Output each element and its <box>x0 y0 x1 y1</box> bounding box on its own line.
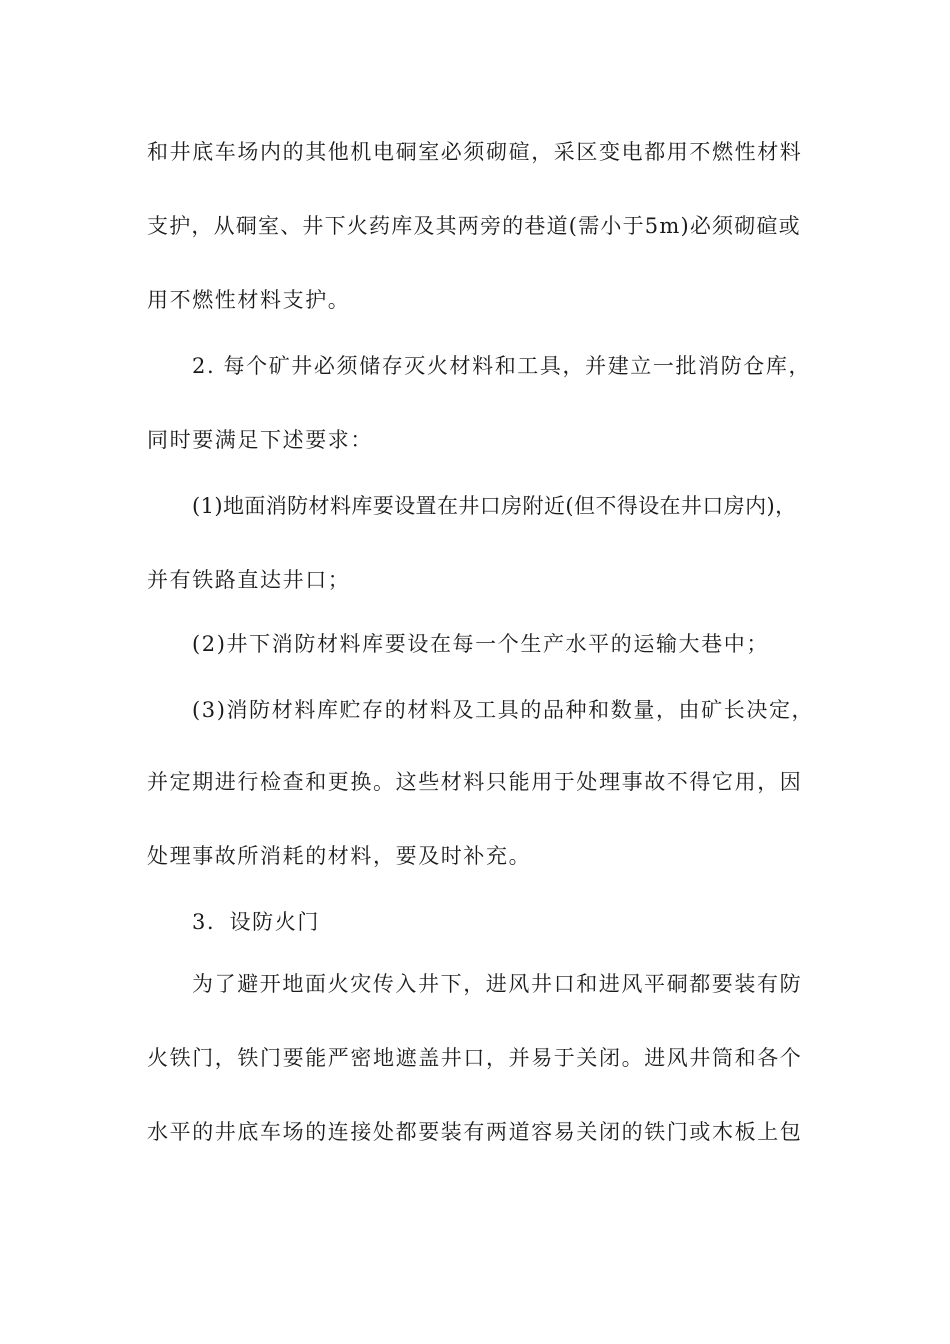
text-line: 处理事故所消耗的材料，要及时补充。 <box>147 844 532 868</box>
text-line: 并定期进行检查和更换。这些材料只能用于处理事故不得它用，因 <box>147 770 803 794</box>
text-line: 水平的井底车场的连接处都要装有两道容易关闭的铁门或木板上包 <box>147 1120 803 1144</box>
text-line: 火铁门，铁门要能严密地遮盖井口，并易于关闭。进风井筒和各个 <box>147 1046 803 1070</box>
text-line: 支护，从硐室、井下火药库及其两旁的巷道(需小于5m)必须砌碹或 <box>147 214 801 238</box>
text-line: 为了避开地面火灾传入井下，进风井口和进风平硐都要装有防 <box>192 972 803 996</box>
text-line: 同时要满足下述要求： <box>147 428 373 452</box>
text-line: 2. 每个矿井必须储存灭火材料和工具，并建立一批消防仓库， <box>192 354 812 378</box>
text-line: (1)地面消防材料库要设置在井口房附近(但不得设在井口房内)， <box>192 494 797 518</box>
text-line: (3)消防材料库贮存的材料及工具的品种和数量，由矿长决定， <box>192 698 815 722</box>
text-line: (2)井下消防材料库要设在每一个生产水平的运输大巷中； <box>192 632 769 656</box>
text-line: 并有铁路直达井口； <box>147 568 351 592</box>
section-heading: 3．设防火门 <box>192 910 320 934</box>
text-line: 和井底车场内的其他机电硐室必须砌碹，采区变电都用不燃性材料 <box>147 140 803 164</box>
text-line: 用不燃性材料支护。 <box>147 288 351 312</box>
